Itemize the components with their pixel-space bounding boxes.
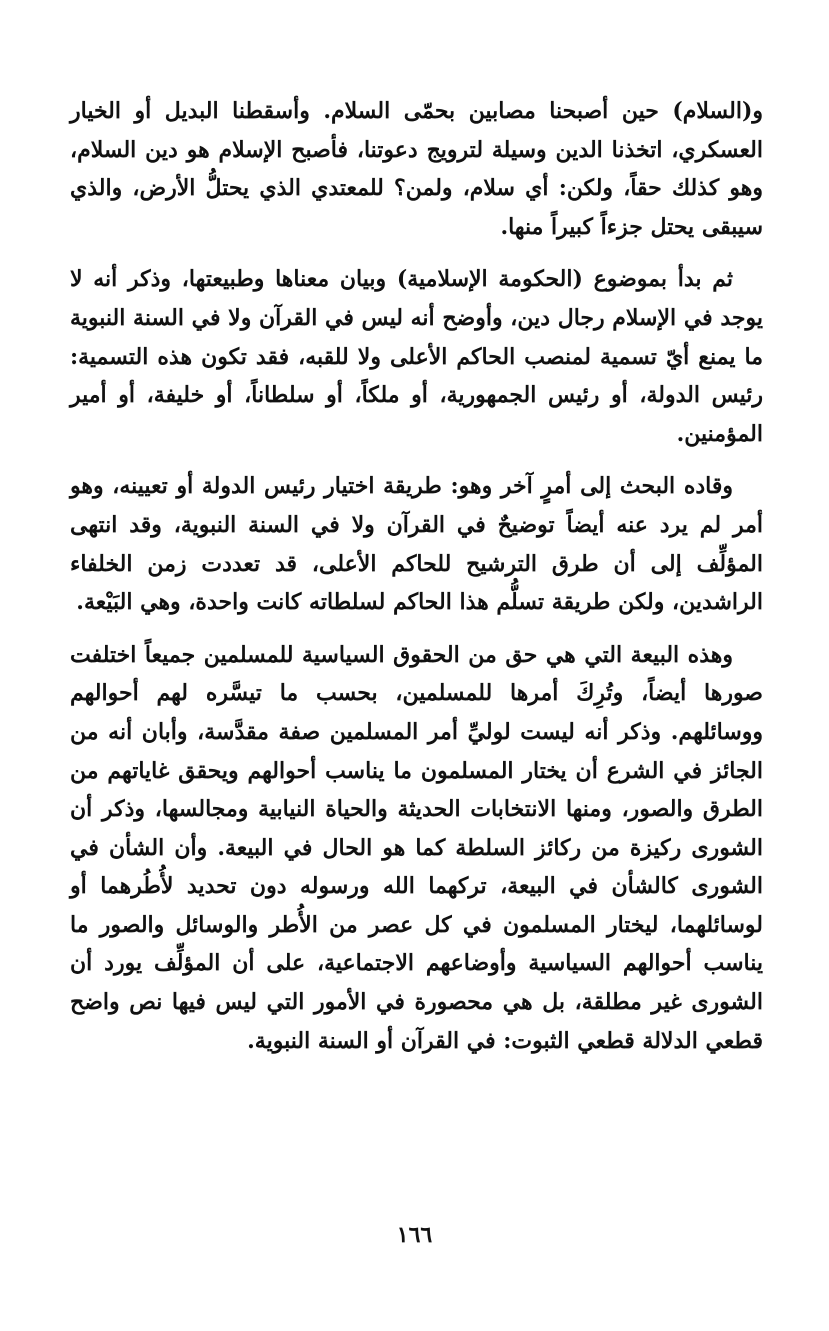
- paragraph-3: وقاده البحث إلى أمرٍ آخر وهو: طريقة اختيار رئيس الدولة أو تعيينه، وهو أمر لم يرد عنه أيضاً توضيحٌ في القرآن ولا في السنة النبوية، وقد انتهى المؤلِّف إلى أن طرق الترشيح للحاكم الأعلى، قد تعددت زمن الخلفاء الراشدين، ولكن طريقة تسلُّم هذا الحاكم لسلطاته كانت واحدة، وهي البَيْعة.: [70, 473, 763, 616]
- body-text: [70, 92, 763, 1060]
- paragraph-4: وهذه البيعة التي هي حق من الحقوق السياسية للمسلمين جميعاً اختلفت صورها أيضاً، وتُرِكَ أمرها للمسلمين، بحسب ما تيسَّره لهم أحوالهم ووسائلهم. وذكر أنه ليست لوليِّ أمر المسلمين صفة مقدَّسة، وأبان أنه من الجائز في الشرع أن يختار المسلمون ما يناسب أحوالهم ويحقق غاياتهم من الطرق والصور، ومنها الانتخابات الحديثة والحياة النيابية ومجالسها، وذكر أن الشورى ركيزة من ركائز السلطة كما هو الحال في البيعة. وأن الشأن في الشورى كالشأن في البيعة، تركهما الله ورسوله دون تحديد لأُطُرهما أو لوسائلهما، ليختار المسلمون في كل عصر من الأُطر والوسائل والصور ما يناسب أحوالهم السياسية وأوضاعهم الاجتماعية، على أن المؤلِّف يورد أن الشورى غير مطلقة، بل هي محصورة في الأمور التي ليس فيها نص واضح قطعي الدلالة قطعي الثبوت: في القرآن أو السنة النبوية.: [70, 641, 763, 1054]
- paragraph-2: ثم بدأ بموضوع (الحكومة الإسلامية) وبيان معناها وطبيعتها، وذكر أنه لا يوجد في الإسلام رجال دين، وأوضح أنه ليس في القرآن ولا في السنة النبوية ما يمنع أيّ تسمية لمنصب الحاكم الأعلى ولا للقبه، فقد تكون هذه التسمية: رئيس الدولة، أو رئيس الجمهورية، أو ملكاً، أو سلطاناً، أو خليفة، أو أمير المؤمنين.: [70, 266, 763, 447]
- page-number: ١٦٦: [396, 1222, 433, 1248]
- paragraph-1: و(السلام) حين أصبحنا مصابين بحمّى السلام. وأسقطنا البديل أو الخيار العسكري، اتخذنا الدين وسيلة لترويج دعوتنا، فأصبح الإسلام هو دين السلام، وهو كذلك حقاً، ولكن: أي سلام، ولمن؟ للمعتدي الذي يحتلُّ الأرض، والذي سيبقى يحتل جزءاً كبيراً منها.: [70, 98, 763, 240]
